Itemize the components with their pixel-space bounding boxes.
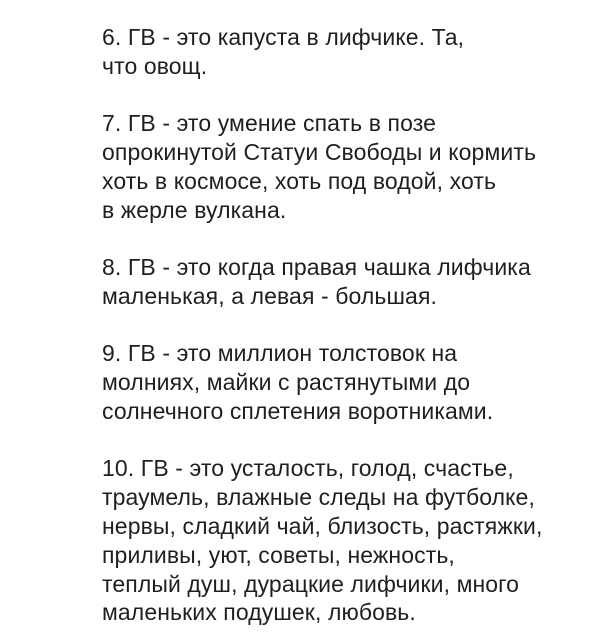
paragraph-line: 10. ГВ - это усталость, голод, счастье, (102, 455, 514, 481)
paragraph-line: в жерле вулкана. (102, 197, 287, 223)
paragraph-line: опрокинутой Статуи Свободы и кормить (102, 139, 537, 165)
paragraph-line: 8. ГВ - это когда правая чашка лифчика (102, 254, 531, 280)
paragraph-line: солнечного сплетения воротниками. (102, 398, 494, 424)
paragraph-line: нервы, сладкий чай, близость, растяжки, (102, 513, 543, 539)
paragraph-line: молниях, майки с растянутыми до (102, 369, 471, 395)
paragraph-line: 7. ГВ - это умение спать в позе (102, 110, 436, 136)
paragraph-line: маленьких подушек, любовь. (102, 599, 416, 625)
paragraph-line: 9. ГВ - это миллион толстовок на (102, 340, 458, 366)
paragraph-line: 6. ГВ - это капуста в лифчике. Та, (102, 24, 465, 50)
paragraph-line: теплый душ, дурацкие лифчики, много (102, 571, 520, 597)
paragraph-line: маленькая, а левая - большая. (102, 283, 437, 309)
paragraph-line: приливы, уют, советы, нежность, (102, 542, 455, 568)
paragraph-line: хоть в космосе, хоть под водой, хоть (102, 168, 497, 194)
paragraph-line: что овощ. (102, 53, 208, 79)
paragraph-line: траумель, влажные следы на футболке, (102, 484, 535, 510)
